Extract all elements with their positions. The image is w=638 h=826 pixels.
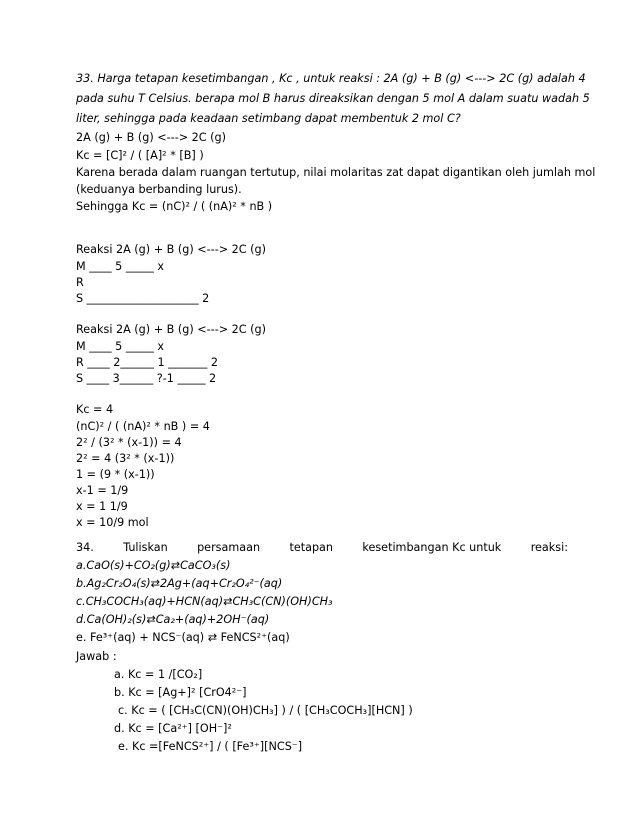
calc-line-3: 2² / (3² * (x-1)) = 4 [76,436,182,449]
table1-row-s: S ____________________ 2 [76,292,210,305]
q33-solution-kc-mol: Sehingga Kc = (nC)² / ( (nA)² * nB ) [76,200,273,213]
q34-word: 34. [76,541,94,554]
table2-reaction: Reaksi 2A (g) + B (g) <---> 2C (g) [76,323,266,336]
calc-line-6: x-1 = 1/9 [76,484,129,497]
q34-word: persamaan [197,541,261,554]
q34-reaction-a: a.CaO(s)+CO₂(g)⇄CaCO₃(s) [76,559,231,572]
q34-answer-b: b. Kc = [Ag+]² [CrO4²⁻] [114,686,247,699]
table2-row-r: R ____ 2______ 1 _______ 2 [76,356,219,369]
calc-line-4: 2² = 4 (3² * (x-1)) [76,452,175,465]
table2-row-m: M ____ 5 _____ x [76,340,164,353]
q34-answer-d: d. Kc = [Ca²⁺] [OH⁻]² [114,722,232,735]
q34-word: reaksi: [530,541,568,554]
q34-word: Tuliskan [123,541,168,554]
q34-question [76,541,568,555]
q34-reaction-e: e. Fe³⁺(aq) + NCS⁻(aq) ⇄ FeNCS²⁺(aq) [76,631,290,644]
calc-line-2: (nC)² / ( (nA)² * nB ) = 4 [76,420,210,433]
q33-question-line-1: 33. Harga tetapan kesetimbangan , Kc , untuk reaksi : 2A (g) + B (g) <---> 2C (g) adalah 4 [76,72,586,85]
table1-row-m: M ____ 5 _____ x [76,260,164,273]
q34-answer-e: e. Kc =[FeNCS²⁺] / ( [Fe³⁺][NCS⁻] [118,740,303,753]
q33-question-line-2: pada suhu T Celsius. berapa mol B harus direaksikan dengan 5 mol A dalam suatu wadah 5 [76,92,590,105]
q33-solution-equation: 2A (g) + B (g) <---> 2C (g) [76,131,226,144]
q34-answer-a: a. Kc = 1 /[CO₂] [114,668,203,681]
q34-jawab-label: Jawab : [76,650,117,663]
table2-row-s: S ____ 3______ ?-1 _____ 2 [76,372,217,385]
q33-solution-note-2: (keduanya berbanding lurus). [76,183,242,196]
table1-reaction: Reaksi 2A (g) + B (g) <---> 2C (g) [76,243,266,256]
calc-line-5: 1 = (9 * (x-1)) [76,468,155,481]
q34-reaction-d: d.Ca(OH)₂(s)⇄Ca₂+(aq)+2OH⁻(aq) [76,613,270,626]
calc-line-1: Kc = 4 [76,403,114,416]
q34-reaction-c: c.CH₃COCH₃(aq)+HCN(aq)⇄CH₃C(CN)(OH)CH₃ [76,595,333,608]
q34-answer-c: c. Kc = ( [CH₃C(CN)(OH)CH₃] ) / ( [CH₃COCH₃][HCN] ) [118,704,413,717]
calc-line-8: x = 10/9 mol [76,516,149,529]
q34-reaction-b: b.Ag₂Cr₂O₄(s)⇄2Ag+(aq+Cr₂O₄²⁻(aq) [76,577,283,590]
q33-solution-note-1: Karena berada dalam ruangan tertutup, nilai molaritas zat dapat digantikan oleh jumlah mol [76,166,596,179]
q33-question-line-3: liter, sehingga pada keadaan setimbang dapat membentuk 2 mol C? [76,112,461,125]
q34-word: tetapan [289,541,333,554]
q33-solution-kc: Kc = [C]² / ( [A]² * [B] ) [76,149,204,162]
calc-line-7: x = 1 1/9 [76,500,128,513]
q34-word: kesetimbangan Kc untuk [362,541,502,554]
table1-row-r: R [76,276,84,289]
